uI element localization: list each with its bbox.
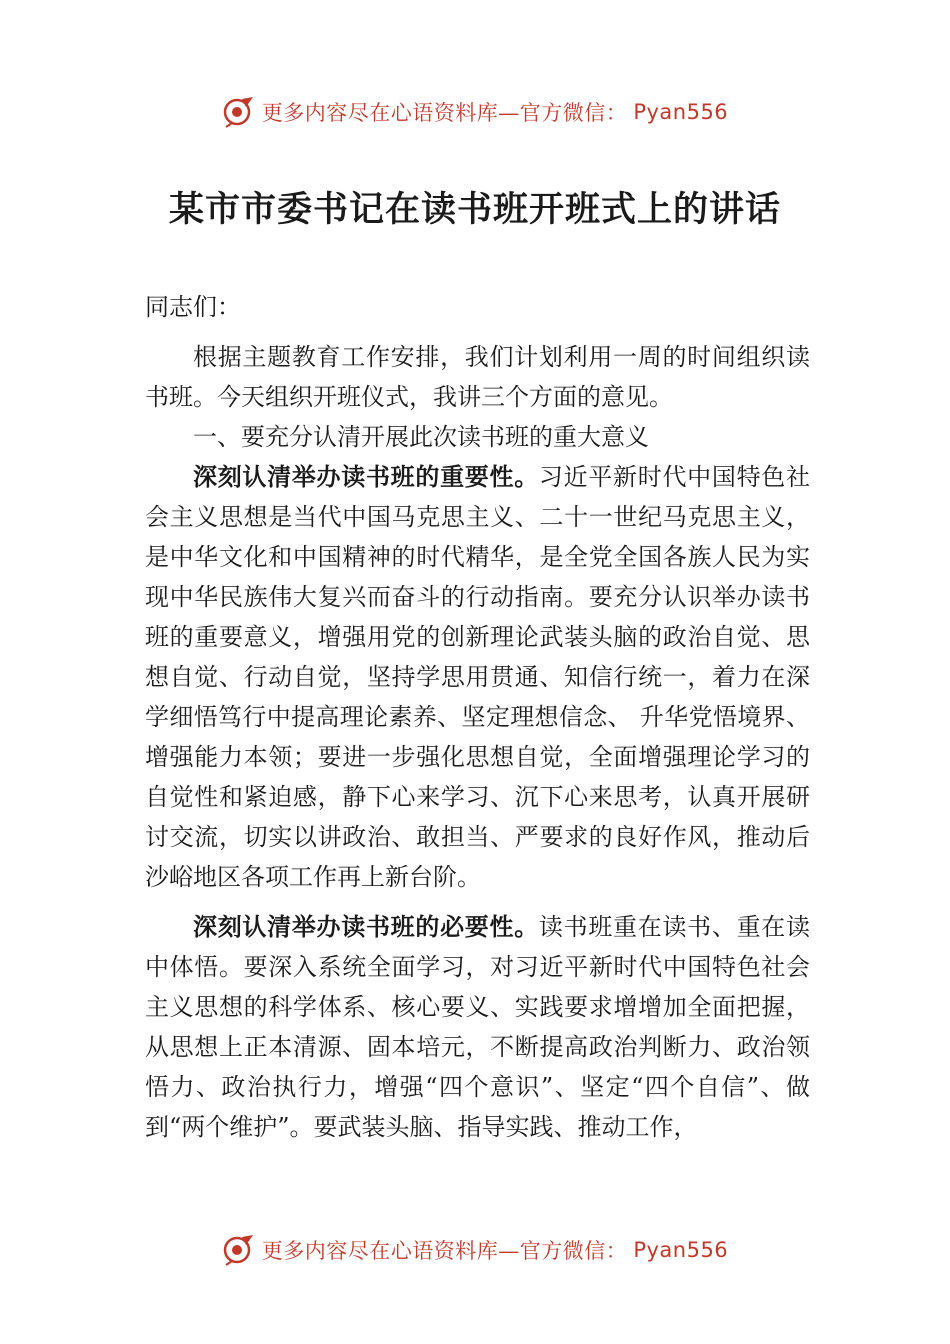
paragraph-body: 读书班重在读书、重在读中体悟。要深入系统全面学习，对习近平新时代中国特色社会主义思想的科学体系、核心要义、实践要求增增加全面把握，从思想上正本清源、固本培元，不断提高政治判断力、政治领悟力、政治执行力，增强“四个意识”、坚定“四个自信”、做到“两个维护”。要武装头脑、指导实践、推动工作， [145,913,811,1141]
pen-logo-icon [222,95,256,129]
watermark-text: 更多内容尽在心语资料库—官方微信： [261,101,628,125]
watermark-id: Pyan556 [633,100,729,124]
watermark-text: 更多内容尽在心语资料库—官方微信： [261,1239,628,1263]
watermark-bottom [0,1233,950,1267]
salutation: 同志们： [145,293,241,321]
paragraph-body: 习近平新时代中国特色社会主义思想是当代中国马克思主义、二十一世纪马克思主义，是中华文化和中国精神的时代精华，是全党全国各族人民为实现中华民族伟大复兴而奋斗的行动指南。要充分认识举办读书班的重要意义，增强用党的创新理论武装头脑的政治自觉、思想自觉、行动自觉，坚持学思用贯通、知信行统一，着力在深学细悟笃行中提高理论素养、坚定理想信念、 升华党悟境界、增强能力本领；要进一步强化思想自觉，全面增强理论学习的自觉性和紧迫感，静下心来学习、沉下心来思考，认真开展研讨交流，切实以讲政治、敢担当、严要求的良好作风，推动后沙峪地区各项工作再上新台阶。 [145,463,811,891]
pen-logo-icon [222,1233,256,1267]
watermark-id: Pyan556 [633,1238,729,1262]
document-body [145,287,810,1147]
watermark-top [0,95,950,129]
intro-paragraph: 根据主题教育工作安排，我们计划利用一周的时间组织读书班。今天组织开班仪式，我讲三个方面的意见。 [145,343,810,411]
paragraph-importance [145,457,810,897]
document-title: 某市市委书记在读书班开班式上的讲话 [168,189,781,230]
section-heading: 一、要充分认清开展此次读书班的重大意义 [193,423,649,451]
paragraph-lead: 深刻认清举办读书班的必要性。 [193,913,539,941]
paragraph-lead: 深刻认清举办读书班的重要性。 [193,463,539,491]
paragraph-necessity [145,907,810,1147]
